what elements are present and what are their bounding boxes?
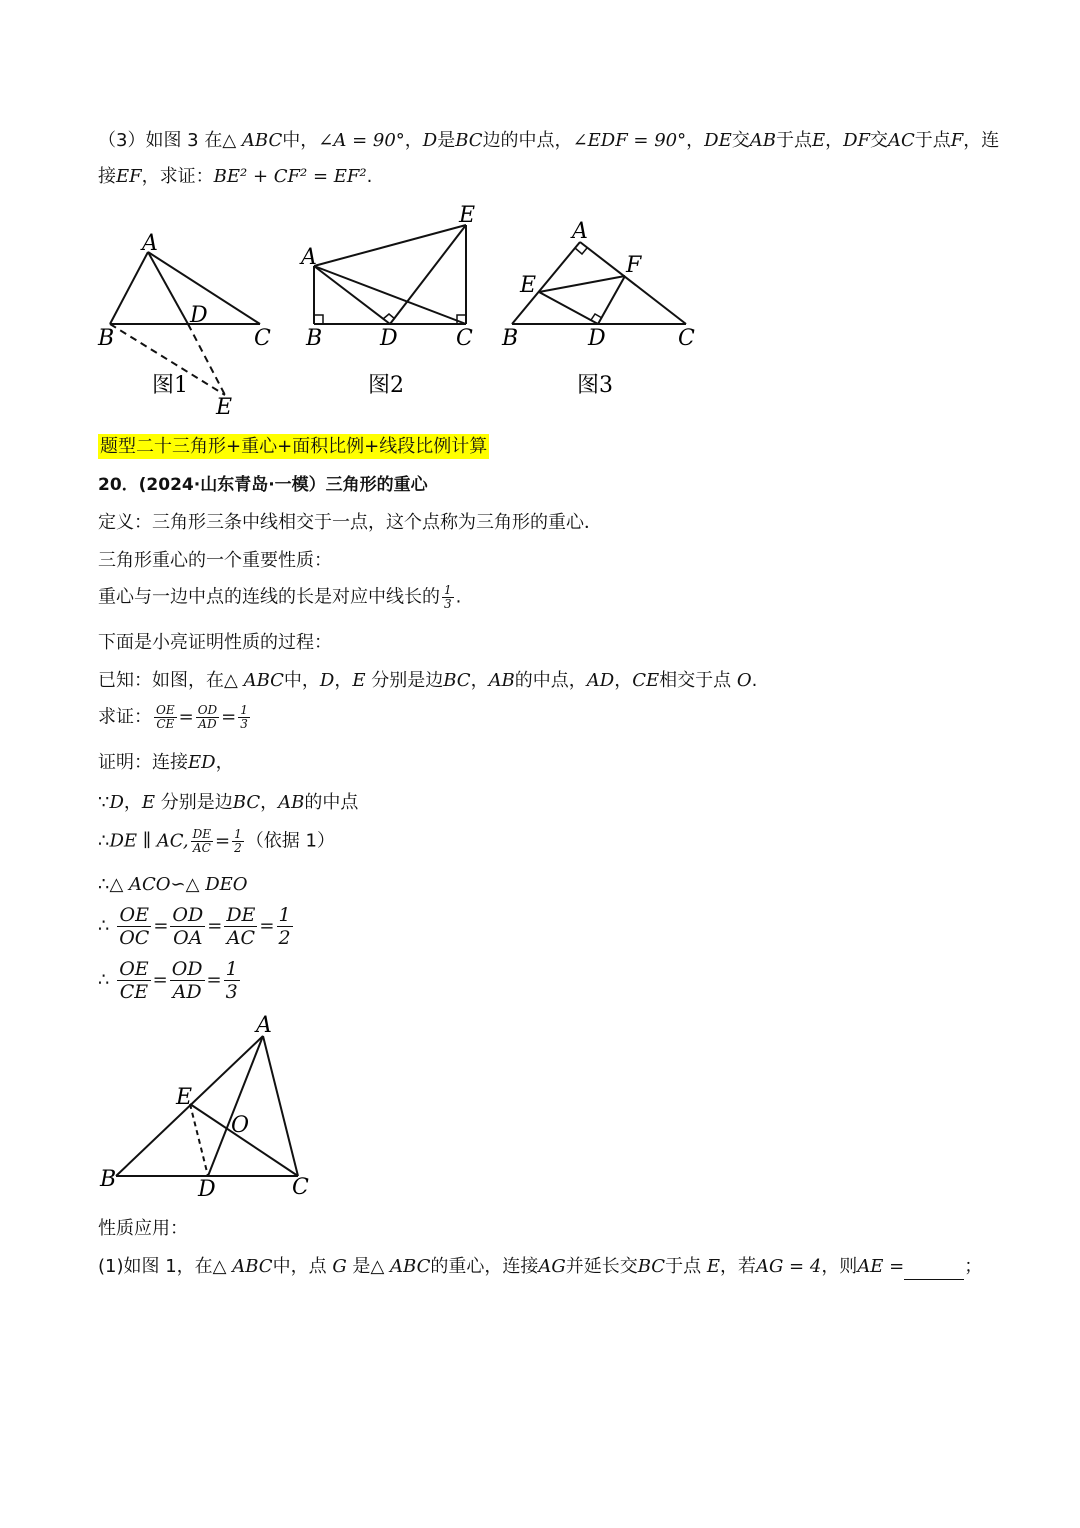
fig3-label-D: D	[588, 326, 606, 351]
section-heading: 题型二十三角形+重心+面积比例+线段比例计算	[100, 436, 488, 457]
q20-step4: ∴ $\frac{OE}{OC}$ = $\frac{OD}{OA}$ = $\frac{DE}{AC}$ = $\frac{1}{2}$	[98, 904, 291, 949]
problem3-line2: 接EF，求证：BE² + CF² = EF².	[98, 166, 373, 187]
q20-property: 重心与一边中点的连线的长是对应中线长的 $\frac{1}{3}$ .	[98, 583, 462, 611]
q20-step3: ∴△ ACO∽△ DEO	[98, 874, 248, 895]
fig3-label-F: F	[626, 253, 642, 278]
q20-app1: (1)如图 1，在△ ABC中，点 G 是△ ABC的重心，连接AG并延长交BC于点 E，若AG = 4，则AE = ；	[98, 1254, 982, 1280]
answer-blank[interactable]	[904, 1261, 964, 1280]
centroid-figure	[90, 1010, 330, 1205]
centroid-label-E: E	[176, 1085, 193, 1110]
fig1-label-E: E	[216, 395, 233, 420]
top-figures	[90, 200, 710, 425]
figure-3	[512, 242, 686, 324]
problem3-line1: （3）如图 3 在△ ABC中，∠A = 90°，D是BC边的中点，∠EDF = 90°，DE交AB于点E，DF交AC于点F，连	[98, 130, 1000, 151]
fig3-label-C: C	[678, 326, 695, 351]
centroid-label-C: C	[292, 1175, 309, 1200]
fig3-label-A: A	[572, 219, 588, 244]
fig1-label-C: C	[254, 326, 271, 351]
q20-given: 已知：如图，在△ ABC中，D，E 分别是边BC，AB的中点，AD，CE相交于点 O.	[98, 670, 758, 691]
q20-proof-intro: 下面是小亮证明性质的过程：	[98, 632, 332, 653]
fig2-label-A: A	[301, 245, 317, 270]
fig2-label-E: E	[459, 203, 476, 228]
fig1-caption: 图1	[152, 373, 188, 398]
centroid-label-A: A	[256, 1013, 272, 1038]
q20-definition: 定义：三角形三条中线相交于一点，这个点称为三角形的重心．	[98, 512, 602, 533]
q20-proof-start: 证明：连接ED，	[98, 752, 234, 773]
centroid-label-O: O	[231, 1113, 250, 1138]
fig3-label-B: B	[502, 326, 519, 351]
q20-step1: ∵D，E 分别是边BC，AB的中点	[98, 792, 359, 813]
fig3-label-E: E	[520, 273, 537, 298]
q20-property-intro: 三角形重心的一个重要性质：	[98, 550, 332, 571]
fig2-caption: 图2	[368, 373, 404, 398]
fig1-label-B: B	[98, 326, 115, 351]
q20-step2: ∴DE ∥ AC, $\frac{DE}{AC}$ = $\frac{1}{2}$ （依据 1）	[98, 827, 335, 855]
centroid-label-D: D	[198, 1177, 216, 1202]
fig1-label-D: D	[190, 303, 208, 328]
fig3-caption: 图3	[577, 373, 613, 398]
fig2-label-C: C	[456, 326, 473, 351]
fig2-label-D: D	[380, 326, 398, 351]
fig1-label-A: A	[142, 231, 158, 256]
figure-2	[314, 225, 466, 324]
q20-prove: 求证： $\frac{OE}{CE}$ = $\frac{OD}{AD}$ = $\frac{1}{3}$	[98, 703, 248, 731]
q20-application: 性质应用：	[98, 1218, 188, 1239]
q20-step5: ∴ $\frac{OE}{CE}$ = $\frac{OD}{AD}$ = $\frac{1}{3}$	[98, 958, 238, 1003]
fig2-label-B: B	[306, 326, 323, 351]
centroid-label-B: B	[100, 1167, 117, 1192]
q20-title: 20．(2024·山东青岛·一模）三角形的重心	[98, 475, 428, 495]
